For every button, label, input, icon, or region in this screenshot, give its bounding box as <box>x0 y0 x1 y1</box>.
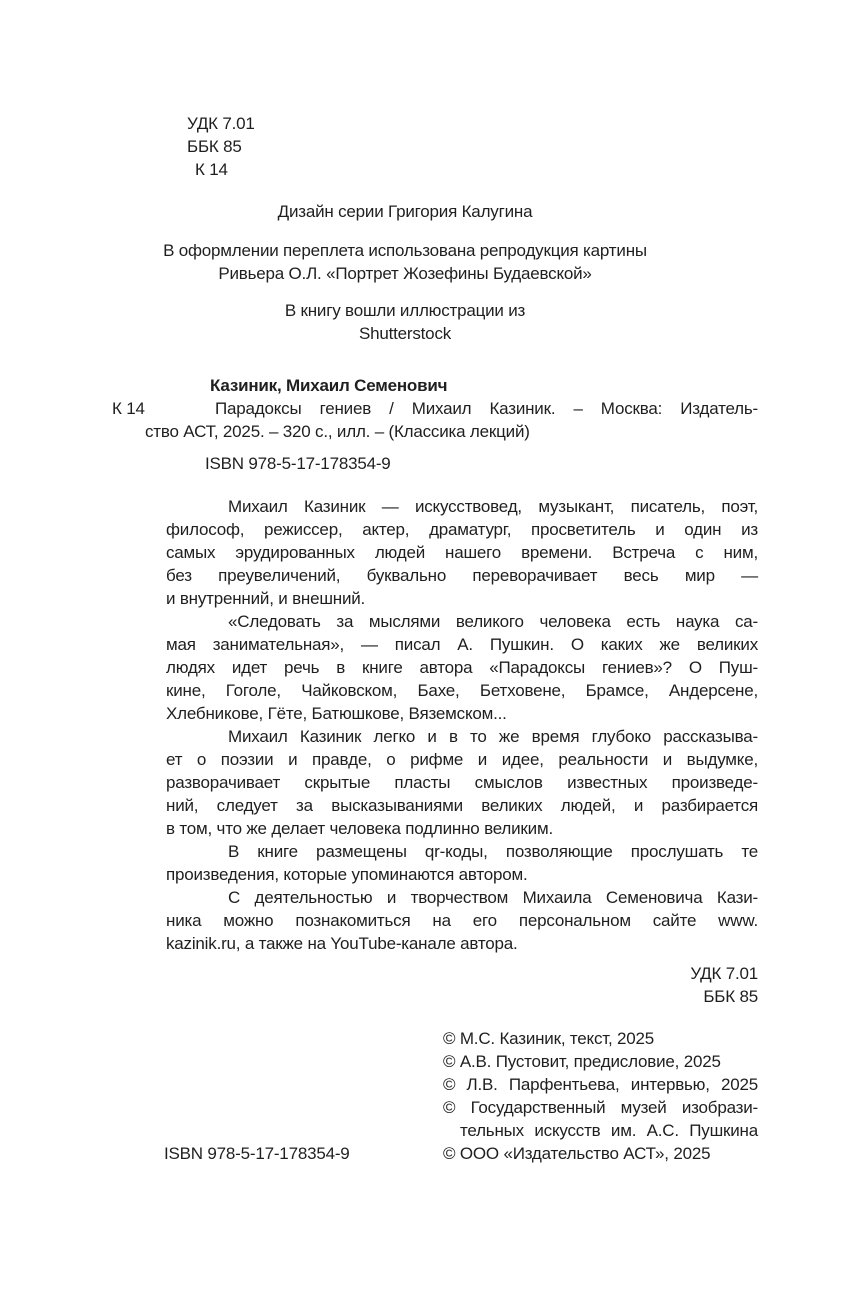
text-line: и внутренний, и внешний. <box>166 589 366 608</box>
text-line: тельных искусств им. А.С. Пушкина <box>460 1121 758 1140</box>
text-line: В книге размещены qr-коды, позволяющие прослушать те <box>228 842 758 861</box>
annotation-paragraph <box>166 495 758 610</box>
isbn-number-bottom: ISBN 978-5-17-178354-9 <box>164 1144 350 1163</box>
text-line: В книгу вошли иллюстрации из <box>284 301 526 320</box>
classification-top <box>187 112 255 181</box>
annotation-text <box>166 495 758 955</box>
text-line: © ООО «Издательство АСТ», 2025 <box>443 1144 711 1163</box>
text-line: © М.С. Казиник, текст, 2025 <box>443 1029 655 1048</box>
text-line: в том, что же делает человека подлинно великим. <box>166 819 553 838</box>
copyright-list <box>443 1027 758 1165</box>
udk-code-right: УДК 7.01 <box>690 964 758 983</box>
annotation-paragraph <box>166 840 758 886</box>
bibliographic-author-code: К 14 <box>112 399 145 418</box>
text-line: кине, Гоголе, Чайковском, Бахе, Бетховене, Брамсе, Андерсене, <box>166 681 758 700</box>
text-line: людях идет речь в книге автора «Парадоксы гениев»? О Пуш- <box>166 658 758 677</box>
annotation-paragraph <box>166 610 758 725</box>
text-line: ет о поэзии и правде, о рифме и идее, реальности и выдумке, <box>166 750 758 769</box>
bibliographic-author-header: Казиник, Михаил Семенович <box>210 376 448 395</box>
bbk-code-right: ББК 85 <box>703 987 758 1006</box>
illustrations-credit <box>50 299 760 345</box>
text-line: © Государственный музей изобрази- <box>443 1098 758 1117</box>
classification-right <box>145 962 758 1008</box>
series-design-credit <box>50 200 760 223</box>
text-line: самых эрудированных людей нашего времени. Встреча с ним, <box>166 543 758 562</box>
text-line: «Следовать за мыслями великого человека есть наука са- <box>228 612 758 631</box>
udk-code: УДК 7.01 <box>187 114 255 133</box>
text-line: Дизайн серии Григория Калугина <box>277 202 533 221</box>
text-line: Михаил Казиник — искусствовед, музыкант, писатель, поэт, <box>228 497 758 516</box>
cover-art-credit <box>50 239 760 285</box>
annotation-paragraph <box>166 725 758 840</box>
text-line: без преувеличений, буквально переворачивает весь мир — <box>166 566 758 585</box>
bbk-code: ББК 85 <box>187 137 242 156</box>
text-line: © А.В. Пустовит, предисловие, 2025 <box>443 1052 721 1071</box>
text-line: В оформлении переплета использована репродукция картины <box>163 241 647 260</box>
text-line: разворачивает скрытые пласты смыслов известных произведе- <box>166 773 758 792</box>
text-line: Ривьера О.Л. «Портрет Жозефины Будаевской» <box>218 264 592 283</box>
isbn-number-top: ISBN 978-5-17-178354-9 <box>205 454 391 473</box>
text-line: Михаил Казиник легко и в то же время глубоко рассказыва- <box>228 727 758 746</box>
text-line: ство АСТ, 2025. – 320 с., илл. – (Классика лекций) <box>145 422 530 441</box>
text-line: произведения, которые упоминаются автором. <box>166 865 528 884</box>
text-line: kazinik.ru, а также на YouTube-канале автора. <box>166 934 518 953</box>
author-code: К 14 <box>195 160 228 179</box>
bibliographic-description <box>145 397 758 443</box>
text-line: мая занимательная», — писал А. Пушкин. О каких же великих <box>166 635 758 654</box>
text-line: Shutterstock <box>358 324 452 343</box>
text-line: ний, следует за высказываниями великих людей, и разбирается <box>166 796 758 815</box>
text-line: © Л.В. Парфентьева, интервью, 2025 <box>443 1075 758 1094</box>
annotation-paragraph <box>166 886 758 955</box>
text-line: философ, режиссер, актер, драматург, просветитель и один из <box>166 520 758 539</box>
text-line: ника можно познакомиться на его персональном сайте www. <box>166 911 758 930</box>
text-line: С деятельностью и творчеством Михаила Семеновича Кази- <box>228 888 758 907</box>
text-line: Хлебникове, Гёте, Батюшкове, Вяземском... <box>166 704 507 723</box>
text-line: Парадоксы гениев / Михаил Казиник. – Москва: Издатель- <box>215 399 758 418</box>
